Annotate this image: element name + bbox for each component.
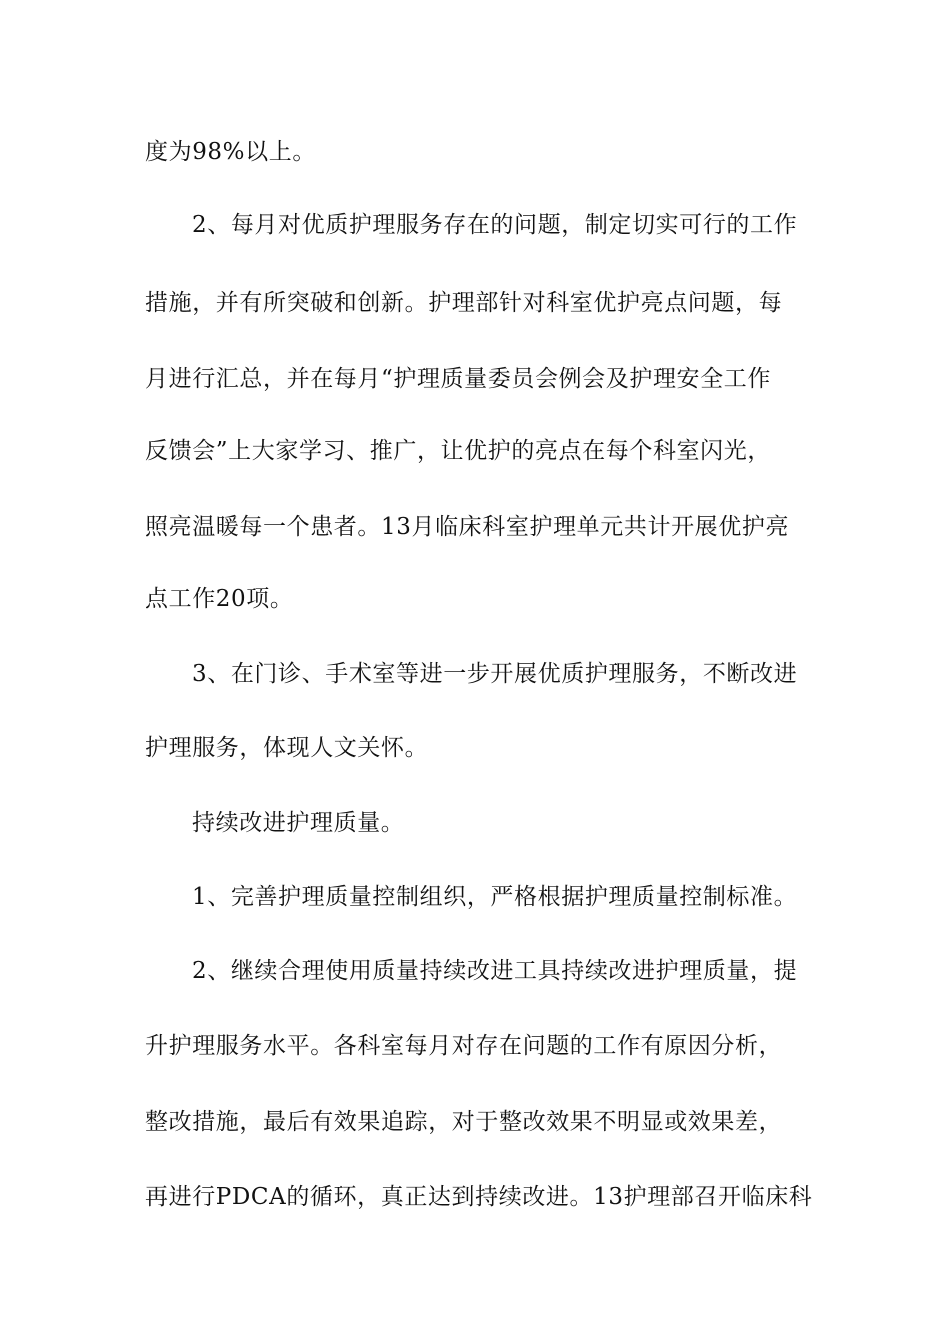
text-line: 度为98%以上。: [145, 139, 316, 165]
text-line: 照亮温暖每一个患者。13月临床科室护理单元共计开展优护亮: [145, 514, 790, 540]
paragraph-start-line: 2、每月对优质护理服务存在的问题，制定切实可行的工作: [192, 212, 798, 238]
text-line: 月进行汇总，并在每月“护理质量委员会例会及护理安全工作: [145, 366, 771, 392]
text-line: 措施，并有所突破和创新。护理部针对科室优护亮点问题，每: [145, 290, 783, 316]
text-line: 再进行PDCA的循环，真正达到持续改进。13护理部召开临床科: [145, 1184, 813, 1210]
paragraph-start-line: 3、在门诊、手术室等进一步开展优质护理服务，不断改进: [192, 661, 798, 687]
text-line: 升护理服务水平。各科室每月对存在问题的工作有原因分析，: [145, 1033, 783, 1059]
text-line: 点工作20项。: [145, 586, 294, 612]
text-line: 护理服务，体现人文关怀。: [145, 735, 429, 761]
section-heading: 持续改进护理质量。: [192, 810, 405, 836]
text-line: 反馈会”上大家学习、推广，让优护的亮点在每个科室闪光，: [145, 438, 771, 464]
paragraph-start-line: 1、完善护理质量控制组织，严格根据护理质量控制标准。: [192, 884, 798, 910]
text-line: 整改措施，最后有效果追踪，对于整改效果不明显或效果差，: [145, 1109, 783, 1135]
paragraph-start-line: 2、继续合理使用质量持续改进工具持续改进护理质量，提: [192, 958, 798, 984]
